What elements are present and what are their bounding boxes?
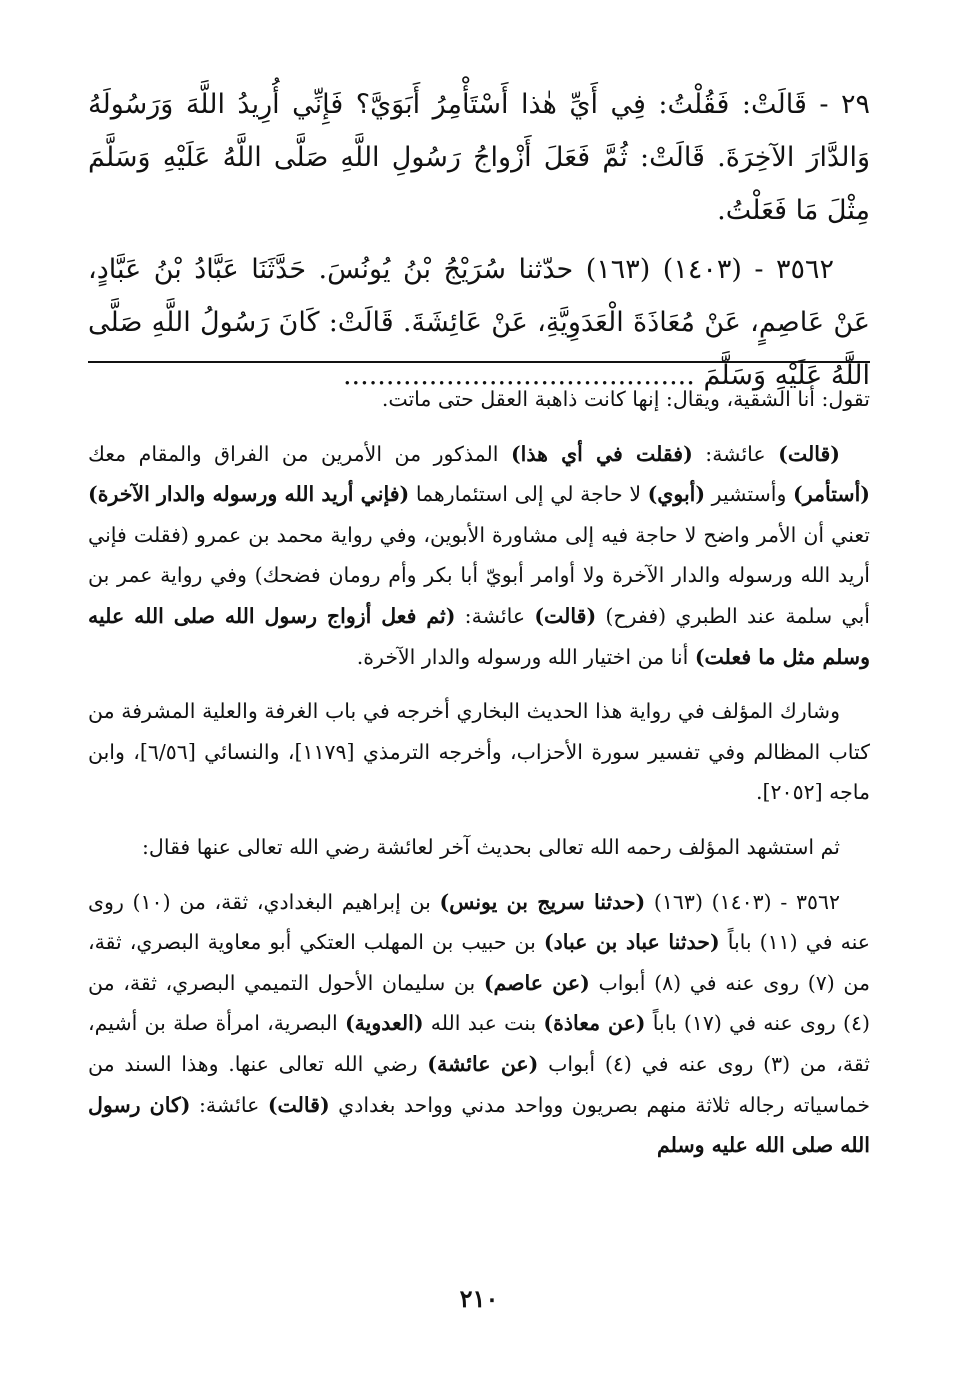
hadith-body: ٣٥٦٢ - (١٤٠٣) (١٦٣) حدّثنا سُرَيْجُ بْنُ يُونُسَ. حَدَّثَنَا عَبَّادُ بْنُ عَبَّادٍ، عَنْ عَاصِمٍ، عَنْ مُعَاذَةَ الْعَدَوِيَّةِ، عَنْ عَائِشَةَ. قَالَتْ: كَانَ رَسُولُ اللَّهِ صَلَّى اللَّهُ عَلَيْهِ وَسَلَّمَ — [88, 254, 870, 391]
explanation-text: عائشة: — [455, 603, 535, 628]
explanation-text: بن سليمان الأحول التميمي البصري، ثقة، من (٤) روى عنه في (١٧) باباً — [88, 970, 871, 1036]
quoted-text: (فقلت في أي هذا) — [510, 441, 693, 466]
explanation-text: ٣٥٦٢ - (١٤٠٣) (١٦٣) — [645, 889, 840, 914]
quoted-text: (كان رسول الله صلى الله عليه وسلم — [88, 1092, 870, 1158]
explanation-text: البصرية، امرأة صلة بن أشيم، ثقة، من (٣) روى عنه في (٤) أبواب — [88, 1011, 870, 1076]
quoted-text: (عن عائشة) — [427, 1051, 539, 1076]
commentary-paragraph-2 — [88, 434, 870, 678]
commentary-paragraph-5 — [88, 882, 870, 1166]
hadith-paragraph-29 — [88, 78, 870, 237]
hadith-text — [88, 78, 870, 402]
quoted-text: (قالت) — [778, 441, 840, 466]
explanation-text: رضي الله تعالى عنها. وهذا السند من خماسياته رجاله ثلاثة منهم بصريون وواحد مدني وواحد بغدادي — [88, 1051, 870, 1117]
quoted-text: (عن معاذة) — [543, 1011, 646, 1036]
commentary-paragraph-1: تقول: أنا الشقية، ويقال: إنها كانت ذاهبة العقل حتى ماتت. — [381, 387, 870, 411]
explanation-text: بن إبراهيم البغدادي، ثقة، من (١٠) روى عنه في (١١) باباً — [88, 889, 871, 955]
explanation-text: عائشة: — [692, 441, 779, 466]
continuation-dots: ......................................... — [342, 360, 695, 391]
explanation-text: تعني أن الأمر واضح لا حاجة فيه إلى مشاورة الأبوين، وفي رواية محمد بن عمرو (فقلت فإني أريد الله ورسوله والدار الآخرة ولا أوامر أبويّ أبا بكر وأم رومان فضحك) وفي رواية عمر بن أبي سلمة عند الطبري (ففرح) — [88, 522, 870, 628]
commentary — [88, 379, 870, 1166]
hadith-number: ٢٩ - — [806, 89, 870, 120]
commentary-paragraph-4: ثم استشهد المؤلف رحمه الله تعالى بحديث آخر لعائشة رضي الله تعالى عنها فقال: — [142, 834, 840, 859]
explanation-text: وأستشير — [705, 482, 793, 507]
explanation-text: المذكور من الأمرين من الفراق والمقام معك — [88, 441, 511, 466]
explanation-text: عائشة: — [190, 1092, 268, 1117]
explanation-text: بنت عبد الله — [423, 1011, 544, 1036]
quoted-text: (حدثنا سريج بن يونس) — [439, 889, 646, 914]
quoted-text: (العدوية) — [344, 1011, 424, 1036]
quoted-text: (قالت) — [267, 1092, 330, 1117]
explanation-text: لا حاجة لي إلى استئمارهما — [409, 482, 648, 507]
explanation-text: بن حبيب بن المهلب العتكي أبو معاوية البصري، ثقة، من (٧) روى عنه في (٨) أبواب — [88, 930, 870, 995]
separator-rule — [88, 361, 870, 363]
quoted-text: (فإني أريد الله ورسوله والدار الآخرة) — [88, 482, 410, 507]
commentary-paragraph-3: وشارك المؤلف في رواية هذا الحديث البخاري أخرجه في باب الغرفة والعلية المشرفة من كتاب المظالم وفي تفسير سورة الأحزاب، وأخرجه الترمذي [١١٧٩]، والنسائي [٦/٥٦]، وابن ماجه [٢٠٥٢]. — [88, 699, 870, 805]
hadith-body: قَالَتْ: فَقُلْتُ: فِي أَيِّ هٰذا أَسْتَأْمِرُ أَبَوَيَّ؟ فَإِنِّي أُرِيدُ اللَّهَ وَرَسُولَهُ وَالدَّارَ الآخِرَةَ. قَالَتْ: ثُمَّ فَعَلَ أَزْواجُ رَسُولِ اللَّهِ صَلَّى اللَّهُ عَلَيْهِ وَسَلَّمَ مِثْلَ مَا فَعَلْتُ. — [88, 89, 870, 226]
quoted-text: (حدثنا عباد بن عباد) — [543, 930, 720, 955]
quoted-text: (أبوي) — [647, 482, 706, 507]
page-number: ٢١٠ — [459, 1284, 499, 1313]
quoted-text: (أستأمر) — [793, 482, 870, 507]
quoted-text: (عن عاصم) — [483, 970, 590, 995]
quoted-text: (قالت) — [534, 603, 597, 628]
quoted-text: (ثم فعل أزواج رسول الله صلى الله عليه وسلم مثل ما فعلت) — [88, 603, 870, 669]
explanation-text: أنا من اختيار الله ورسوله والدار الآخرة. — [356, 644, 695, 669]
